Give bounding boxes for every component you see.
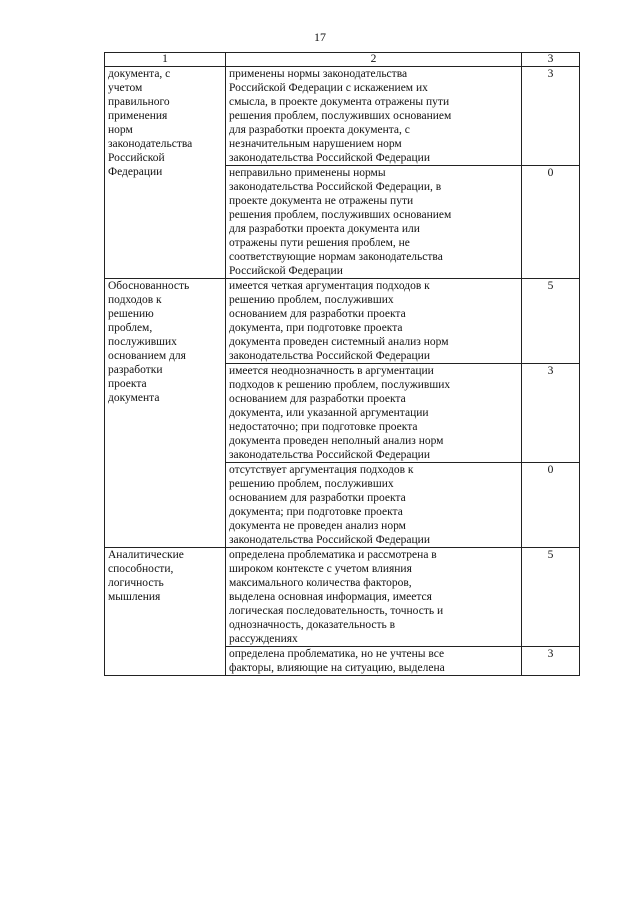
table-header-row [105, 53, 580, 67]
text-line: максимального количества факторов, [229, 577, 412, 589]
text-line: рассуждениях [229, 633, 298, 645]
text-line: документа [108, 392, 160, 404]
text-line: соответствующие нормам законодательства [229, 251, 443, 263]
text-line: законодательства Российской Федерации [229, 350, 430, 362]
text-line: Федерации [108, 166, 163, 178]
text-line: применения [108, 110, 168, 122]
text-line: документа, с [108, 68, 171, 80]
description-cell [226, 67, 522, 166]
text-line: основанием для [108, 350, 186, 362]
text-line: определена проблематика и рассмотрена в [229, 549, 437, 561]
text-line: основанием для разработки проекта [229, 492, 406, 504]
text-line: недостаточно; при подготовке проекта [229, 421, 418, 433]
text-line: имеется неоднозначность в аргументации [229, 365, 434, 377]
text-line: документа; при подготовке проекта [229, 506, 403, 518]
text-line: выделена основная информация, имеется [229, 591, 432, 603]
score-cell: 5 [522, 279, 580, 364]
score-cell: 0 [522, 463, 580, 548]
text-line: смысла, в проекте документа отражены пути [229, 96, 450, 108]
score-cell: 0 [522, 166, 580, 279]
text-line: решению [108, 308, 154, 320]
text-line: основанием для разработки проекта [229, 308, 406, 320]
description-cell [226, 166, 522, 279]
text-line: логичность [108, 577, 164, 589]
text-line: факторы, влияющие на ситуацию, выделена [229, 662, 445, 674]
text-line: послуживших [108, 336, 177, 348]
text-line: отсутствует аргументация подходов к [229, 464, 414, 476]
text-line: имеется четкая аргументация подходов к [229, 280, 430, 292]
text-line: незначительным нарушением норм [229, 138, 402, 150]
page-number: 17 [314, 30, 326, 44]
text-line: проблем, [108, 322, 153, 334]
column-header: 2 [226, 53, 522, 67]
text-line: способности, [108, 563, 174, 575]
description-cell [226, 548, 522, 647]
criterion-cell [105, 548, 226, 676]
text-line: законодательства Российской Федерации [229, 152, 430, 164]
text-line: неправильно применены нормы [229, 167, 386, 179]
table-row [105, 279, 580, 364]
text-line: проекта [108, 378, 147, 390]
text-line: логическая последовательность, точность и [229, 605, 444, 617]
text-line: определена проблематика, но не учтены все [229, 648, 445, 660]
text-line: однозначность, доказательность в [229, 619, 396, 631]
table-row [105, 548, 580, 647]
text-line: решению проблем, послуживших [229, 478, 394, 490]
text-line: Российской Федерации с искажением их [229, 82, 428, 94]
text-line: учетом [108, 82, 143, 94]
text-line: законодательства Российской Федерации [229, 449, 430, 461]
text-line: Аналитические [108, 549, 184, 561]
description-cell [226, 647, 522, 676]
text-line: применены нормы законодательства [229, 68, 408, 80]
description-cell [226, 279, 522, 364]
score-cell: 3 [522, 67, 580, 166]
score-cell: 5 [522, 548, 580, 647]
text-line: для разработки проекта документа или [229, 223, 420, 235]
text-line: решения проблем, послуживших основанием [229, 209, 452, 221]
text-line: документа проведен системный анализ норм [229, 336, 449, 348]
text-line: законодательства [108, 138, 193, 150]
text-line: документа, при подготовке проекта [229, 322, 403, 334]
text-line: основанием для разработки проекта [229, 393, 406, 405]
text-line: подходов к [108, 294, 162, 306]
column-header: 3 [522, 53, 580, 67]
text-line: Российской [108, 152, 165, 164]
text-line: отражены пути решения проблем, не [229, 237, 410, 249]
score-cell: 3 [522, 364, 580, 463]
table-row [105, 67, 580, 166]
text-line: широком контексте с учетом влияния [229, 563, 412, 575]
text-line: законодательства Российской Федерации, в [229, 181, 442, 193]
text-line: законодательства Российской Федерации [229, 534, 430, 546]
description-cell [226, 463, 522, 548]
text-line: подходов к решению проблем, послуживших [229, 379, 451, 391]
text-line: Обоснованность [108, 280, 190, 292]
criteria-table [104, 52, 580, 676]
criterion-cell [105, 279, 226, 548]
text-line: мышления [108, 591, 161, 603]
text-line: документа не проведен анализ норм [229, 520, 406, 532]
text-line: для разработки проекта документа, с [229, 124, 410, 136]
text-line: норм [108, 124, 133, 136]
text-line: правильного [108, 96, 170, 108]
score-cell: 3 [522, 647, 580, 676]
criterion-cell [105, 67, 226, 279]
text-line: документа, или указанной аргументации [229, 407, 429, 419]
text-line: решению проблем, послуживших [229, 294, 394, 306]
text-line: проекте документа не отражены пути [229, 195, 414, 207]
text-line: решения проблем, послуживших основанием [229, 110, 452, 122]
text-line: Российской Федерации [229, 265, 343, 277]
text-line: разработки [108, 364, 163, 376]
column-header: 1 [105, 53, 226, 67]
text-line: документа проведен неполный анализ норм [229, 435, 444, 447]
description-cell [226, 364, 522, 463]
